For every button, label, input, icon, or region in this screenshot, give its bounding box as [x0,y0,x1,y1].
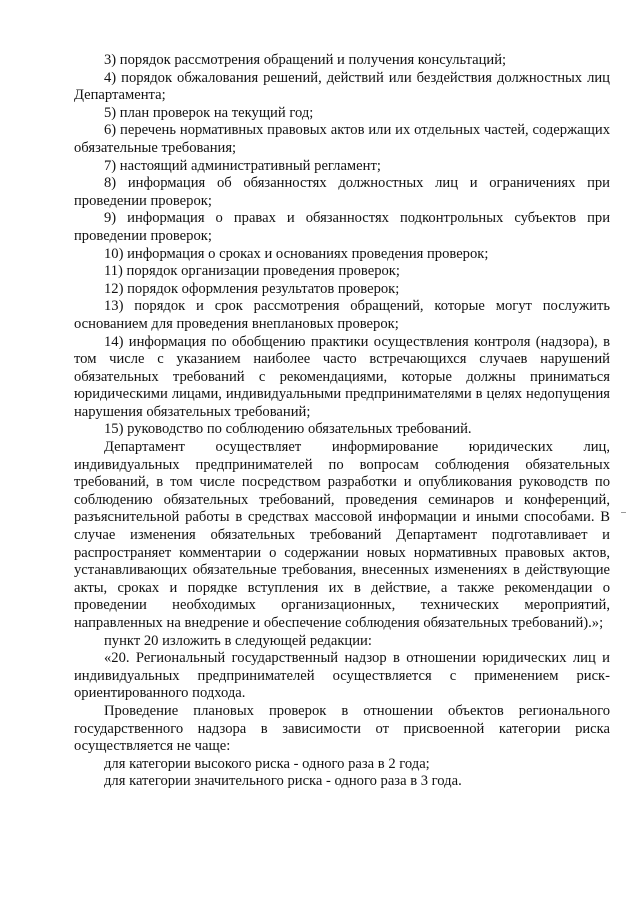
paragraph-clause-20-intro: пункт 20 изложить в следующей редакции: [104,632,372,649]
list-item-5: 5) план проверок на текущий год; [104,104,314,121]
list-item-7: 7) настоящий административный регламент; [104,157,381,174]
list-item-15: 15) руководство по соблюдению обязательных требований. [104,421,472,438]
list-item-3: 3) порядок рассмотрения обращений и получения консультаций; [104,52,507,68]
list-item-8: 8) информация об обязанностях должностных лиц и ограничениях при проведении проверок; [74,175,610,209]
list-item-6: 6) перечень нормативных правовых актов или их отдельных частей, содержащих обязательные требования; [74,122,610,156]
paragraph-clause-20-text: «20. Региональный государственный надзор в отношении юридических лиц и индивидуальных предпринимателей осуществляется с применением риск-ориентированного подхода. [74,650,610,702]
list-item-12: 12) порядок оформления результатов проверок; [104,280,400,297]
paragraph-planned-inspections: Проведение плановых проверок в отношении объектов регионального государственного надзора в зависимости от присвоенной категории риска осуществляется не чаще: [74,702,610,755]
list-item-14: 14) информация по обобщению практики осуществления контроля (надзора), в том числе с указанием наиболее часто встречающихся случаев нарушений обязательных требований с рекомендациями, которые должны приниматься юридическими лицами, индивидуальными предпринимателями в целях недопущения нарушения обязательных требований; [74,333,610,420]
list-item-13: 13) порядок и срок рассмотрения обращений, которые могут послужить основанием для проведения внеплановых проверок; [74,298,610,332]
list-item-4: 4) порядок обжалования решений, действий или бездействия должностных лиц Департамента; [74,69,610,104]
margin-mark [621,512,626,513]
list-item-9: 9) информация о правах и обязанностях подконтрольных субъектов при проведении проверок; [74,210,610,244]
list-item-11: 11) порядок организации проведения проверок; [104,263,400,280]
list-item-significant-risk: для категории значительного риска - одного раза в 3 года. [104,773,462,790]
document-page [74,52,610,791]
list-item-high-risk: для категории высокого риска - одного раза в 2 года; [104,755,430,772]
paragraph-department-informing: Департамент осуществляет информирование юридических лиц, индивидуальных предпринимателей по вопросам соблюдения обязательных требований, в том числе посредством разработки и опубликования руководств по соблюдению обязательных требований, проведения семинаров и конференций, разъяснительной работы в средствах массовой информации и иными способами. В случае изменения обязательных требований Департамент подготавливает и распространяет комментарии о содержании новых нормативных правовых актов, устанавливающих обязательные требования, внесенных изменениях в действующие акты, сроках и порядке вступления их в действие, а также рекомендации о проведении необходимых организационных, технических мероприятий, направленных на внедрение и обеспечение соблюдения обязательных требований).»; [74,439,610,631]
list-item-10: 10) информация о сроках и основаниях проведения проверок; [104,245,489,262]
